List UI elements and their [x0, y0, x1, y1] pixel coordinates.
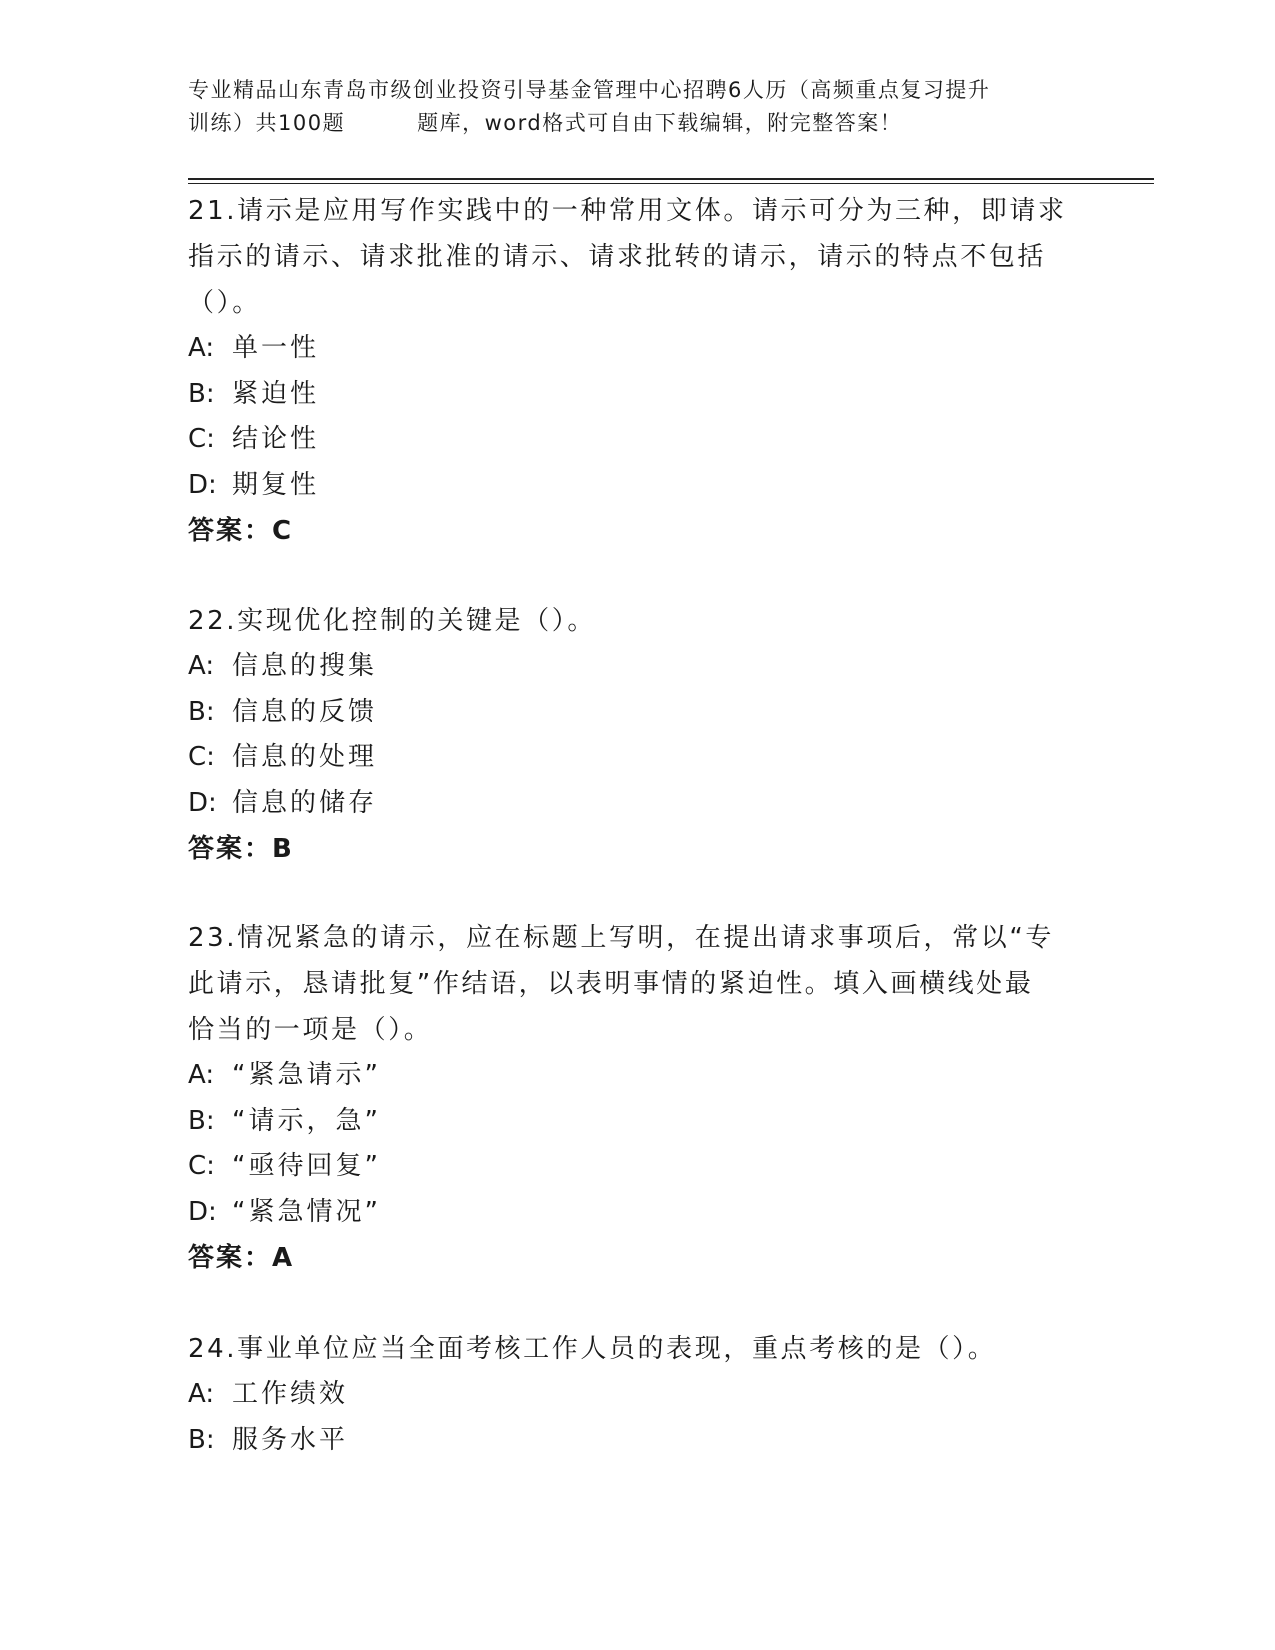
- option-b: [188, 372, 1088, 418]
- option-key: C:: [188, 424, 215, 454]
- option-key: A:: [188, 333, 215, 363]
- option-text: “请示，急”: [232, 1105, 381, 1136]
- header-divider-thin: [188, 183, 1154, 184]
- question-stem-line: 23.情况紧急的请示，应在标题上写明，在提出请求事项后，常以“专: [188, 923, 1055, 953]
- option-key: D:: [188, 469, 217, 500]
- option-b: [188, 690, 1088, 736]
- question-stem-line: （）。: [188, 288, 261, 318]
- question-21: [188, 188, 1088, 554]
- option-c: [188, 735, 1088, 781]
- option-text: “亟待回复”: [232, 1151, 381, 1181]
- question-stem-line: 22.实现优化控制的关键是（）。: [188, 606, 596, 636]
- option-text: 结论性: [232, 424, 320, 454]
- header-line-2-part-a: 训练）共100题: [188, 111, 346, 135]
- option-text: 信息的搜集: [232, 651, 378, 681]
- option-b: [188, 1418, 1088, 1464]
- option-text: 单一性: [232, 333, 320, 363]
- option-text: “紧急请示”: [232, 1060, 381, 1090]
- answer-line: 答案：B: [188, 834, 294, 864]
- header-line-2-part-b: 题库，word格式可自由下载编辑，附完整答案！: [417, 111, 903, 135]
- option-d: [188, 463, 1088, 509]
- option-key: A:: [188, 1060, 215, 1090]
- option-key: A:: [188, 651, 215, 681]
- question-stem-line: 24.事业单位应当全面考核工作人员的表现，重点考核的是（）。: [188, 1334, 997, 1364]
- option-text: 服务水平: [232, 1424, 349, 1455]
- question-24: [188, 1326, 1088, 1463]
- option-key: B:: [188, 696, 215, 727]
- question-stem-line: 恰当的一项是（）。: [188, 1015, 433, 1045]
- option-text: 紧迫性: [232, 378, 320, 409]
- option-key: B:: [188, 378, 215, 409]
- header-line-2: [188, 107, 1088, 140]
- option-d: [188, 1190, 1088, 1236]
- option-key: D:: [188, 787, 217, 818]
- document-header: [188, 74, 1088, 140]
- header-divider-thick: [188, 178, 1154, 180]
- question-23: [188, 915, 1088, 1281]
- header-line-1: 专业精品山东青岛市级创业投资引导基金管理中心招聘6人历（高频重点复习提升: [188, 78, 991, 102]
- option-b: [188, 1099, 1088, 1145]
- option-text: 信息的储存: [232, 787, 378, 818]
- option-c: [188, 417, 1088, 463]
- option-text: 工作绩效: [232, 1379, 349, 1409]
- option-text: 期复性: [232, 469, 320, 500]
- answer-line: 答案：A: [188, 1243, 295, 1273]
- option-key: C:: [188, 1151, 215, 1181]
- question-stem-line: 此请示，恳请批复”作结语，以表明事情的紧迫性。填入画横线处最: [188, 969, 1034, 999]
- option-c: [188, 1144, 1088, 1190]
- question-stem-line: 21.请示是应用写作实践中的一种常用文体。请示可分为三种，即请求: [188, 196, 1067, 226]
- option-key: C:: [188, 742, 215, 772]
- option-text: “紧急情况”: [232, 1196, 381, 1227]
- option-text: 信息的处理: [232, 742, 378, 772]
- answer-line: 答案：C: [188, 516, 294, 546]
- option-key: A:: [188, 1379, 215, 1409]
- option-a: [188, 644, 1088, 690]
- option-a: [188, 326, 1088, 372]
- question-22: [188, 598, 1088, 872]
- option-a: [188, 1053, 1088, 1099]
- option-key: D:: [188, 1196, 217, 1227]
- option-key: B:: [188, 1424, 215, 1455]
- option-text: 信息的反馈: [232, 696, 378, 727]
- option-a: [188, 1372, 1088, 1418]
- option-key: B:: [188, 1105, 215, 1136]
- question-stem-line: 指示的请示、请求批准的请示、请求批转的请示，请示的特点不包括: [188, 242, 1047, 272]
- option-d: [188, 781, 1088, 827]
